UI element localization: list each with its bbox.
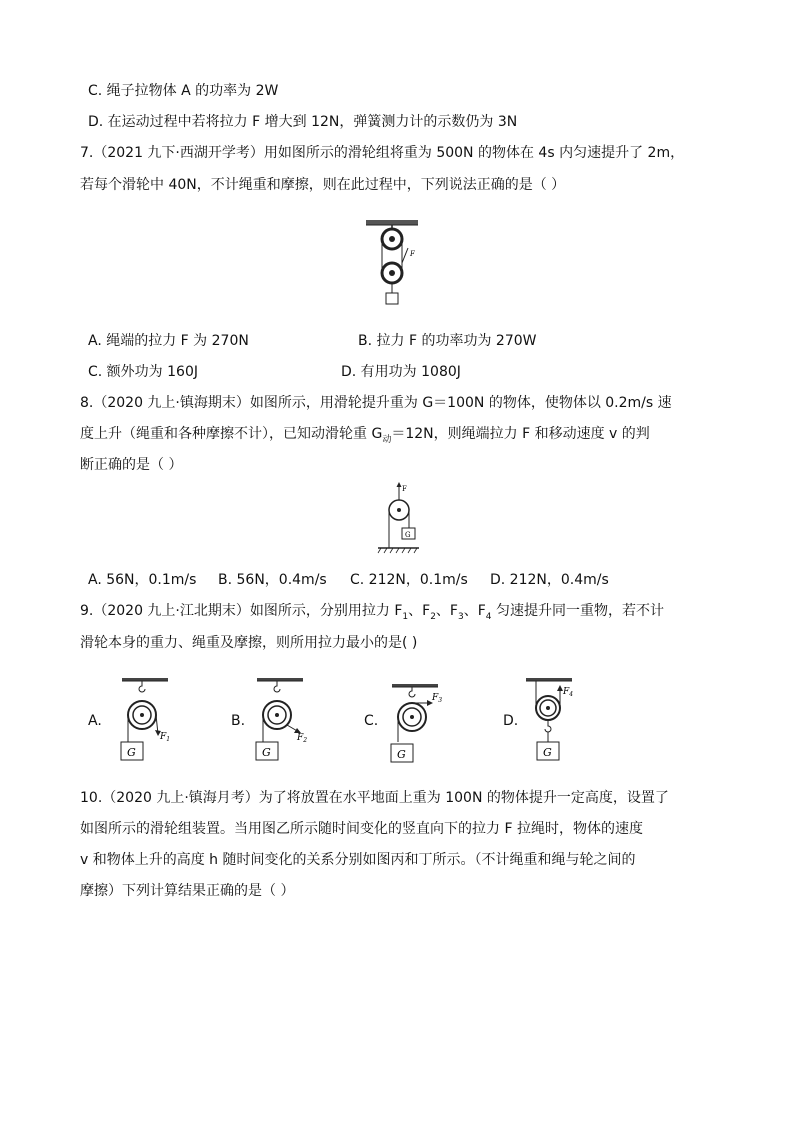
q9-b-weight-label: G <box>262 746 271 759</box>
q7-line2: 若每个滑轮中 40N，不计绳重和摩擦，则在此过程中，下列说法正确的是（ ） <box>80 177 566 193</box>
q8-option-b: B. 56N，0.4m/s <box>218 572 327 588</box>
q9-a-weight-label: G <box>127 746 136 759</box>
q10-line2: 如图所示的滑轮组装置。当用图乙所示随时间变化的竖直向下的拉力 F 拉绳时，物体的速度 <box>80 821 643 837</box>
q9-line1-pre: 9.（2020 九上·江北期末）如图所示，分别用拉力 F <box>80 603 403 619</box>
q8-subscript: 动 <box>382 434 392 445</box>
q10-line4: 摩擦）下列计算结果正确的是（ ） <box>80 883 295 899</box>
q7-force-label: F <box>410 250 415 258</box>
q7-option-a: A. 绳端的拉力 F 为 270N <box>88 333 249 349</box>
q9-sep2: 、F <box>435 603 458 619</box>
q9-c-force-label: $F_3$ <box>432 693 443 704</box>
q9-sep3: 、F <box>463 603 486 619</box>
q9-figure-b <box>253 676 313 766</box>
q9-a-force-label: $F_1$ <box>160 732 171 743</box>
q8-line2-pre: 度上升（绳重和各种摩擦不计），已知动滑轮重 G <box>80 426 383 442</box>
q9-b-force-label: $F_2$ <box>297 733 308 744</box>
q7-pulley-figure <box>362 218 422 308</box>
q9-figure-d <box>522 676 582 766</box>
q8-option-a: A. 56N，0.1m/s <box>88 572 197 588</box>
q7-option-b: B. 拉力 F 的功率功为 270W <box>358 333 537 349</box>
q10-line1: 10.（2020 九上·镇海月考）为了将放置在水平地面上重为 100N 的物体提升一定高度，设置了 <box>80 790 669 806</box>
q9-line1-end: 匀速提升同一重物，若不计 <box>491 603 664 619</box>
q9-line2: 滑轮本身的重力、绳重及摩擦，则所用拉力最小的是( ) <box>80 635 418 651</box>
q9-line1 <box>80 601 664 627</box>
q8-option-d: D. 212N，0.4m/s <box>490 572 609 588</box>
q9-d-force-label: $F_4$ <box>563 687 574 698</box>
q8-option-c: C. 212N，0.1m/s <box>350 572 468 588</box>
q9-sub4: 4 <box>485 611 492 622</box>
q9-sub2: 2 <box>430 611 436 622</box>
q8-weight-label: G <box>405 531 411 539</box>
q7-option-c: C. 额外功为 160J <box>88 364 198 380</box>
q9-sub3: 3 <box>457 611 464 622</box>
q9-figure-a <box>118 676 178 766</box>
q9-label-a: A. <box>88 713 102 729</box>
q7-option-d: D. 有用功为 1080J <box>341 364 461 380</box>
option-d-prev: D. 在运动过程中若将拉力 F 增大到 12N，弹簧测力计的示数仍为 3N <box>88 114 518 130</box>
q9-label-b: B. <box>231 713 246 729</box>
q9-label-c: C. <box>364 713 379 729</box>
q8-line2 <box>80 424 650 450</box>
q9-figure-c <box>388 676 448 766</box>
q8-pulley-figure <box>375 482 425 557</box>
q9-sep1: 、F <box>408 603 431 619</box>
q8-line1: 8.（2020 九上·镇海期末）如图所示，用滑轮提升重为 G＝100N 的物体，使物体以 0.2m/s 速 <box>80 395 672 411</box>
option-c-prev: C. 绳子拉物体 A 的功率为 2W <box>88 83 279 99</box>
q9-c-weight-label: G <box>397 748 406 761</box>
q9-label-d: D. <box>503 713 519 729</box>
q8-line3: 断正确的是（ ） <box>80 457 183 473</box>
q9-d-weight-label: G <box>543 746 552 759</box>
q9-sub1: 1 <box>402 611 409 622</box>
q7-line1: 7.（2021 九下·西湖开学考）用如图所示的滑轮组将重为 500N 的物体在 4s 内匀速提升了 2m， <box>80 145 685 161</box>
q8-line2-post: ＝12N，则绳端拉力 F 和移动速度 v 的判 <box>391 426 650 442</box>
q8-force-label: F <box>402 485 407 493</box>
q10-line3: v 和物体上升的高度 h 随时间变化的关系分别如图丙和丁所示。（不计绳重和绳与轮之间的 <box>80 852 636 868</box>
